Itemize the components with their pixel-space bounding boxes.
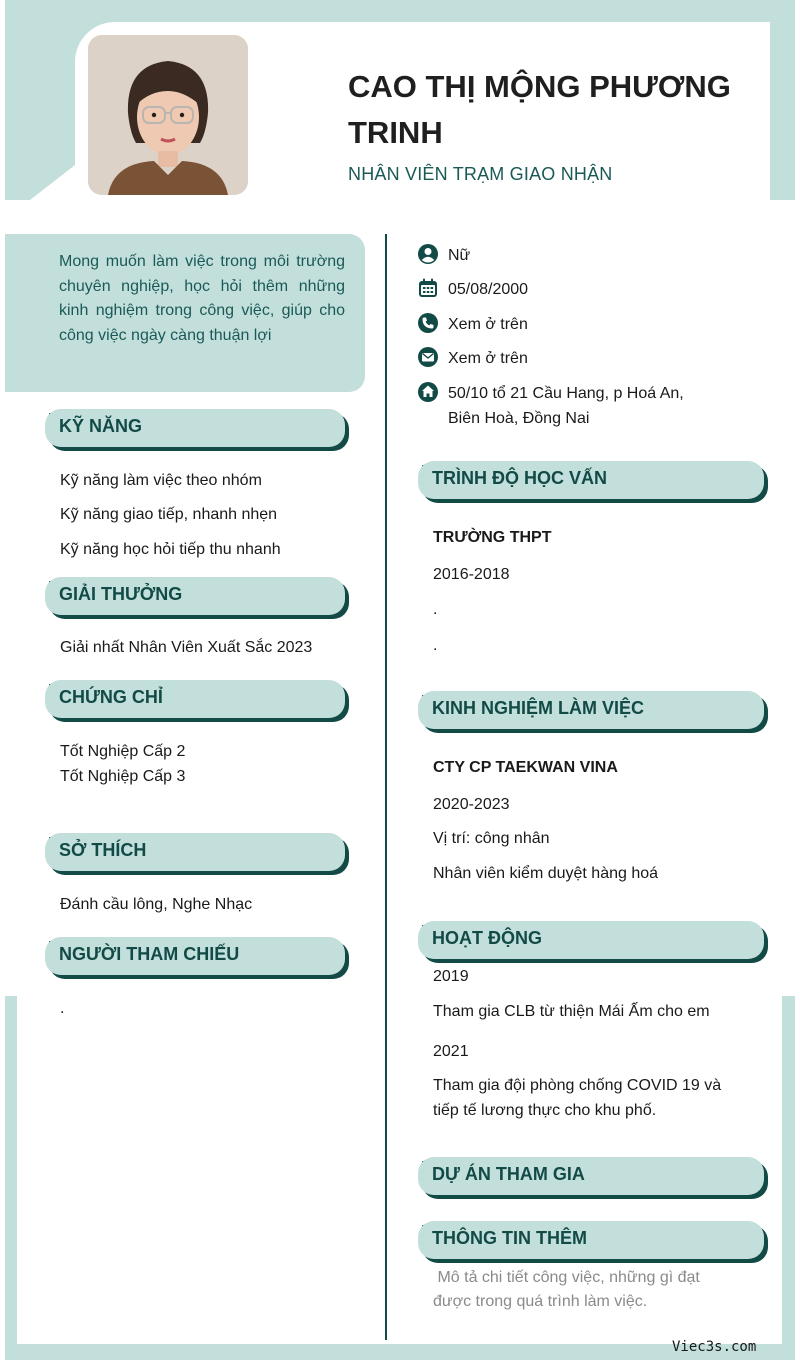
section-title: TRÌNH ĐỘ HỌC VẤN	[432, 468, 607, 488]
home-icon	[417, 381, 439, 403]
gender-value: Nữ	[448, 247, 471, 264]
education-period: 2016-2018	[433, 566, 510, 583]
candidate-name: CAO THỊ MỘNG PHƯƠNG TRINH	[348, 69, 731, 150]
section-title: THÔNG TIN THÊM	[432, 1228, 587, 1248]
section-title: HOẠT ĐỘNG	[432, 928, 542, 948]
additional-info-header	[418, 1221, 764, 1259]
experience-header	[418, 691, 764, 729]
phone-value: Xem ở trên	[448, 316, 528, 333]
mail-icon	[417, 346, 439, 368]
section-title: SỞ THÍCH	[59, 840, 147, 860]
hobbies-text: Đánh cầu lông, Nghe Nhạc	[60, 896, 253, 913]
calendar-icon	[417, 277, 439, 299]
activity-description: Tham gia đội phòng chống COVID 19 và	[433, 1077, 722, 1094]
job-title: NHÂN VIÊN TRẠM GIAO NHẬN	[348, 164, 613, 184]
profile-photo	[88, 35, 248, 195]
certificate-item: Tốt Nghiệp Cấp 3	[60, 768, 186, 785]
email-value: Xem ở trên	[448, 350, 528, 367]
section-title: GIẢI THƯỞNG	[59, 584, 183, 604]
company-name: CTY CP TAEKWAN VINA	[433, 759, 618, 776]
activity-year: 2019	[433, 968, 469, 985]
references-header	[45, 937, 345, 975]
header-notch	[30, 165, 75, 200]
skills-header	[45, 409, 345, 447]
section-title: NGƯỜI THAM CHIẾU	[59, 944, 240, 964]
certificates-header	[45, 680, 345, 718]
section-title: KINH NGHIỆM LÀM VIỆC	[432, 698, 645, 718]
hobbies-header	[45, 833, 345, 871]
watermark: Viec3s.com	[672, 1339, 757, 1355]
activity-year: 2021	[433, 1043, 469, 1060]
section-title: KỸ NĂNG	[59, 416, 143, 436]
awards-header	[45, 577, 345, 615]
phone-icon	[417, 312, 439, 334]
person-icon	[417, 243, 439, 265]
activities-header	[418, 921, 764, 959]
section-title: DỰ ÁN THAM GIA	[432, 1164, 585, 1184]
birthday-value: 05/08/2000	[448, 281, 529, 298]
section-title: CHỨNG CHỈ	[59, 687, 163, 707]
award-item: Giải nhất Nhân Viên Xuất Sắc 2023	[60, 639, 313, 656]
school-name: TRƯỜNG THPT	[433, 529, 552, 546]
experience-description: Nhân viên kiểm duyệt hàng hoá	[433, 865, 659, 882]
experience-period: 2020-2023	[433, 796, 510, 813]
additional-info-text: được trong quá trình làm việc.	[433, 1293, 648, 1310]
skill-item: Kỹ năng làm việc theo nhóm	[60, 472, 262, 489]
education-detail: .	[433, 637, 438, 654]
address-line-1: 50/10 tổ 21 Cầu Hang, p Hoá An,	[448, 385, 684, 402]
career-objective: Mong muốn làm việc trong môi trường chuyên nghiệp, học hỏi thêm những kinh nghiệm trong công việc, giúp cho công việc ngày càng thuận lợi	[59, 253, 345, 344]
certificate-item: Tốt Nghiệp Cấp 2	[60, 743, 186, 760]
education-header	[418, 461, 764, 499]
experience-position: Vị trí: công nhân	[433, 830, 550, 847]
education-detail: .	[433, 601, 438, 618]
column-divider	[385, 234, 387, 1340]
projects-header	[418, 1157, 764, 1195]
skill-item: Kỹ năng học hỏi tiếp thu nhanh	[60, 541, 281, 558]
skill-item: Kỹ năng giao tiếp, nhanh nhẹn	[60, 506, 278, 523]
activity-description: Tham gia CLB từ thiện Mái Ấm cho em	[433, 1003, 710, 1020]
activity-description: tiếp tế lương thực cho khu phố.	[433, 1102, 657, 1119]
address-line-2: Biên Hoà, Đồng Nai	[448, 410, 590, 427]
references-text: .	[60, 1000, 65, 1017]
additional-info-text: Mô tả chi tiết công việc, những gì đạt	[433, 1269, 700, 1286]
